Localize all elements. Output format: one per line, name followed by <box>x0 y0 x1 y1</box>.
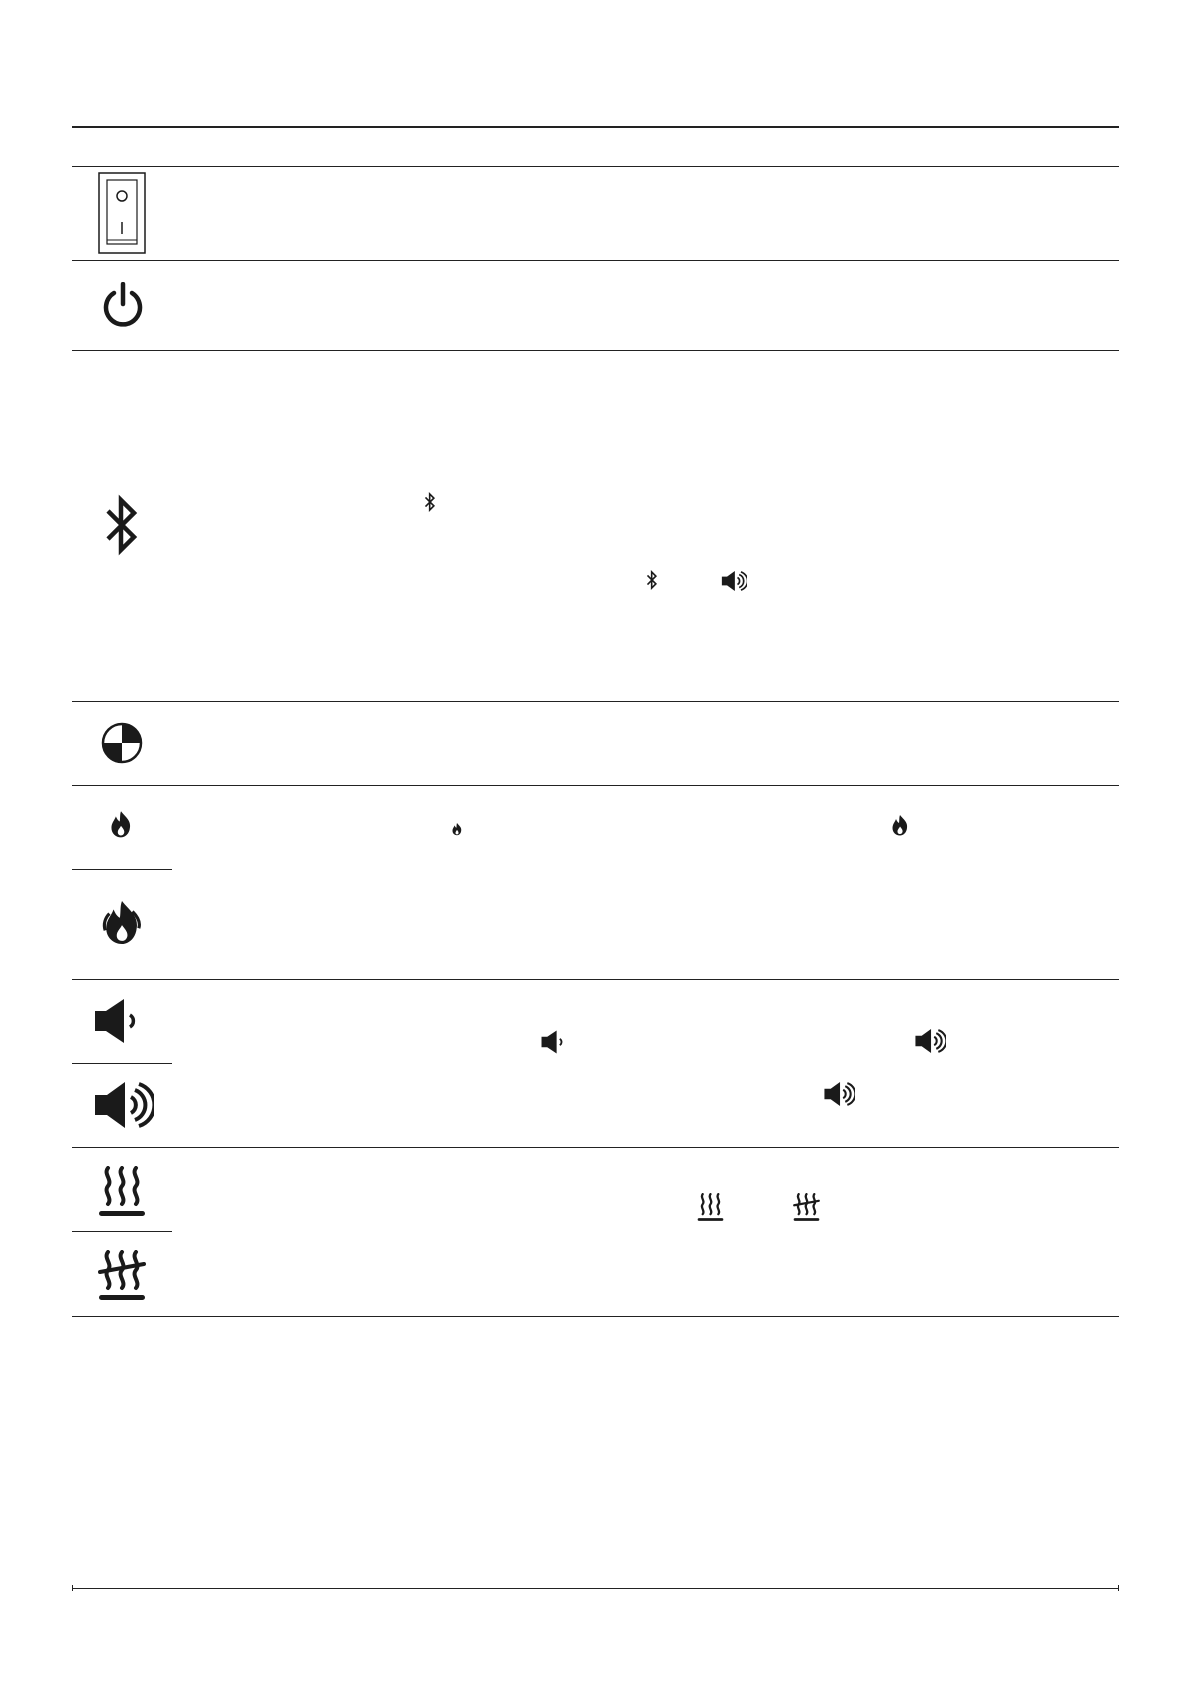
bluetooth-icon <box>104 494 140 556</box>
row-divider <box>72 701 1119 702</box>
rocker-switch-icon <box>98 172 146 254</box>
row-divider <box>72 166 1119 167</box>
table-bottom-rule <box>72 1316 1119 1317</box>
flame-high-icon <box>101 898 143 946</box>
speaker-loud-icon <box>721 570 747 592</box>
sub-row-divider <box>72 869 172 870</box>
table-top-rule <box>72 126 1119 128</box>
sub-row-divider <box>72 1063 172 1064</box>
bluetooth-icon <box>424 492 436 512</box>
bluetooth-icon <box>646 570 658 590</box>
footer-tick-left <box>72 1585 73 1591</box>
heat-icon <box>697 1193 724 1222</box>
color-wheel-icon <box>101 722 143 764</box>
heat-off-icon <box>793 1193 820 1222</box>
row-divider <box>72 1147 1119 1148</box>
footer-tick-right <box>1118 1585 1119 1591</box>
flame-low-icon <box>108 810 134 838</box>
heat-icon <box>98 1166 146 1218</box>
row-divider <box>72 979 1119 980</box>
speaker-loud-icon <box>914 1028 946 1054</box>
row-divider <box>72 260 1119 261</box>
speaker-loud-icon <box>823 1081 855 1107</box>
speaker-low-icon <box>94 998 142 1044</box>
row-divider <box>72 785 1119 786</box>
row-divider <box>72 350 1119 351</box>
sub-row-divider <box>72 1231 172 1232</box>
heat-off-icon <box>98 1250 146 1302</box>
speaker-loud-icon <box>92 1080 154 1130</box>
speaker-low-icon <box>541 1030 566 1054</box>
flame-low-icon <box>451 822 463 836</box>
flame-high-icon <box>890 814 910 836</box>
footer-rule <box>72 1588 1119 1589</box>
power-icon <box>100 282 146 330</box>
